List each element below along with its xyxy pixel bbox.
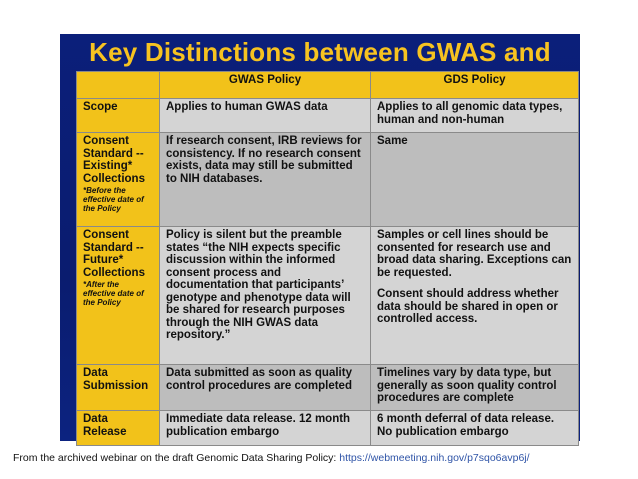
- table-header-row: [77, 72, 579, 99]
- caption: [13, 452, 530, 464]
- gds-cell: [371, 411, 579, 446]
- gds-cell: [371, 227, 579, 365]
- header-gds-policy: GDS Policy: [371, 72, 579, 99]
- gwas-cell: [160, 99, 371, 133]
- header-corner: [77, 72, 160, 99]
- table-row-data-release: [77, 411, 579, 446]
- row-label: [77, 99, 160, 133]
- row-label: [77, 133, 160, 227]
- row-label-note: *After the effective date of the Policy: [83, 280, 144, 307]
- gds-cell-text: Same: [377, 135, 408, 147]
- comparison-table: [76, 71, 579, 446]
- slide-title: Key Distinctions between GWAS and: [89, 37, 551, 67]
- gwas-cell: [160, 411, 371, 446]
- row-label: [77, 227, 160, 365]
- table-row-scope: [77, 99, 579, 133]
- table-row-data-submission: [77, 365, 579, 411]
- row-label-text: Data Submission: [83, 367, 149, 392]
- gwas-cell: [160, 227, 371, 365]
- gds-cell: [371, 133, 579, 227]
- caption-text: From the archived webinar on the draft Genomic Data Sharing Policy:: [13, 452, 340, 464]
- gwas-cell-text: Immediate data release. 12 month publication embargo: [166, 413, 351, 438]
- row-label-text: Consent Standard -- Future* Collections: [83, 229, 145, 279]
- gds-cell-text: 6 month deferral of data release. No publication embargo: [377, 413, 555, 438]
- slide: [60, 34, 580, 441]
- row-label: [77, 411, 160, 446]
- gds-cell-text: Timelines vary by data type, but generally as soon quality control procedures are complete: [377, 367, 557, 404]
- gwas-cell-text: If research consent, IRB reviews for consistency. If no research consent exists, data may still be submitted to NIH databases.: [166, 135, 362, 185]
- header-gwas-policy: GWAS Policy: [160, 72, 371, 99]
- gwas-cell-text: Applies to human GWAS data: [166, 101, 328, 113]
- table-row-consent-existing: [77, 133, 579, 227]
- gds-cell-text: Samples or cell lines should be consented for research use and broad data sharing. Exceptions can be requested.: [377, 229, 572, 279]
- caption-link[interactable]: https://webmeeting.nih.gov/p7sqo6avp6j/: [339, 452, 530, 464]
- gds-cell-text-2: Consent should address whether data should be shared in open or controlled access.: [377, 288, 559, 325]
- gds-cell: [371, 99, 579, 133]
- row-label-text: Consent Standard -- Existing* Collections: [83, 135, 145, 185]
- row-label: [77, 365, 160, 411]
- gwas-cell: [160, 365, 371, 411]
- row-label-text: Data Release: [83, 413, 127, 438]
- gwas-cell-text: Data submitted as soon as quality control procedures are completed: [166, 367, 352, 392]
- row-label-note: *Before the effective date of the Policy: [83, 186, 144, 213]
- gds-cell: [371, 365, 579, 411]
- gwas-cell: [160, 133, 371, 227]
- table-row-consent-future: [77, 227, 579, 365]
- gwas-cell-text: Policy is silent but the preamble states “the NIH expects specific discussion within the informed consent process and documentation that participants’ genotype and phenotype data will be shared for research purposes through the NIH GWAS data repository.”: [166, 229, 351, 341]
- row-label-text: Scope: [83, 101, 118, 113]
- gds-cell-text: Applies to all genomic data types, human and non-human: [377, 101, 563, 126]
